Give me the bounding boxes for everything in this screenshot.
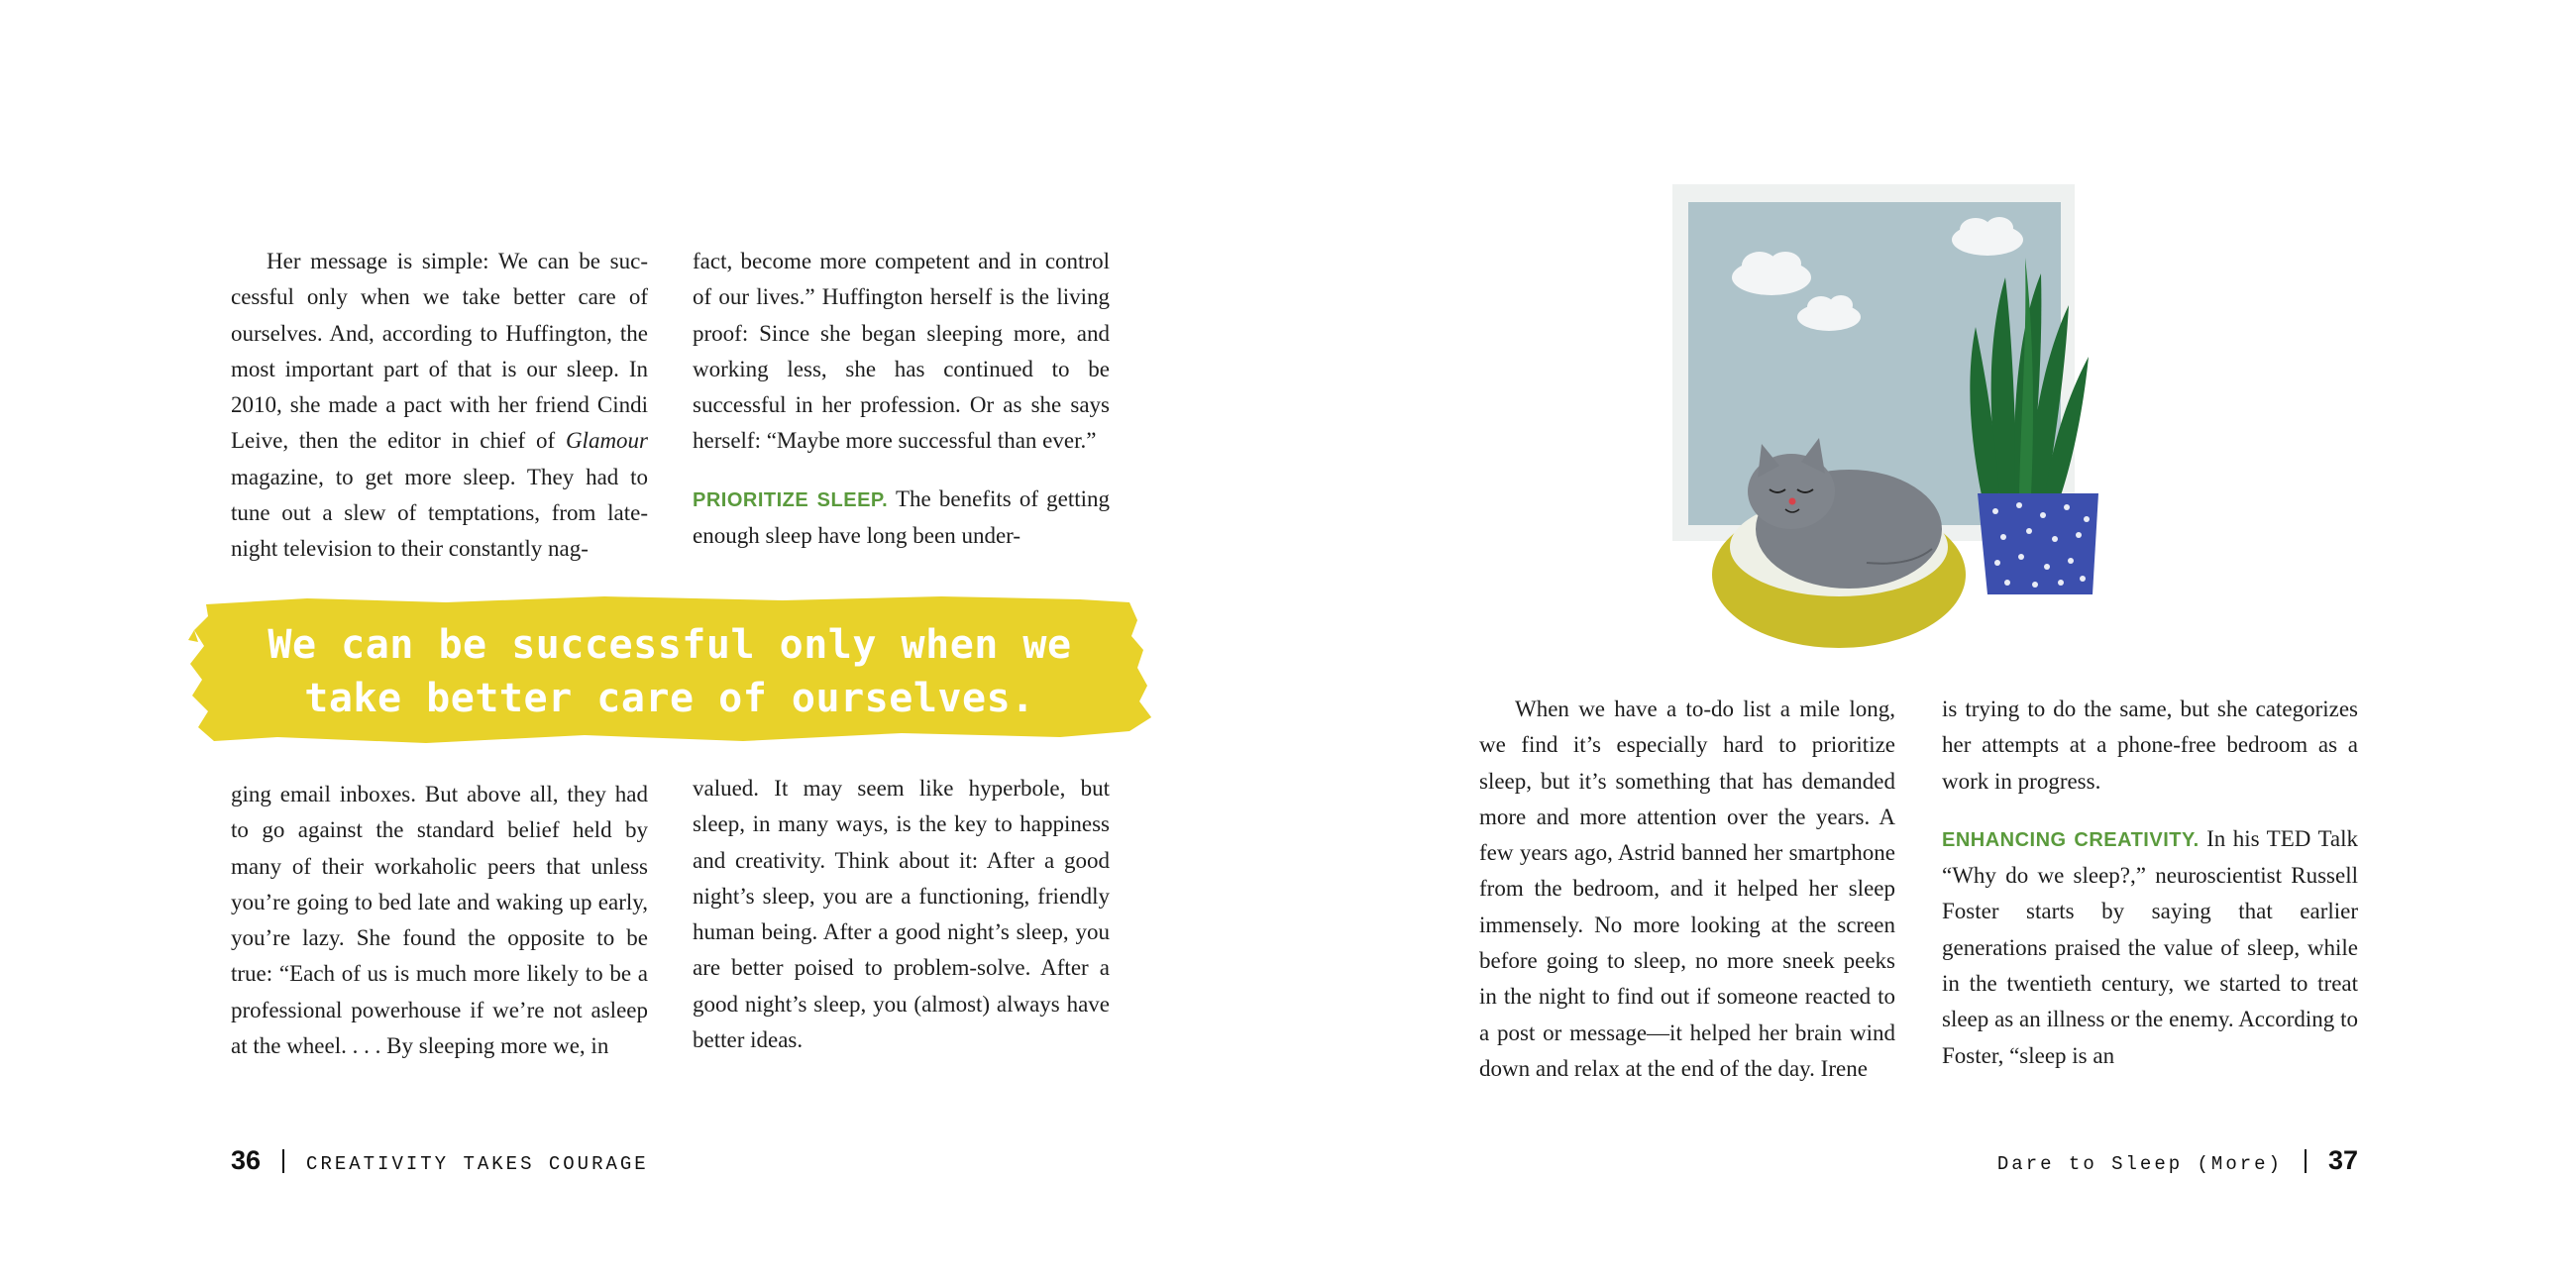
- page-number: 37: [2327, 1145, 2358, 1175]
- page-number: 36: [231, 1145, 262, 1175]
- paragraph: When we have a to-do list a mile long, we find it’s especially hard to prioritize sleep, but it’s something that has demanded more and more attention over the years. A few years ago, Astrid banned her smartphone from the bedroom, and it helped her sleep immensely. No more looking at the screen before going to sleep, no more sneek peeks in the night to find out if someone reacted to a post or message—it helped her brain wind down and relax at the end of the day. Irene: [1479, 697, 1895, 1081]
- footer-divider: [2305, 1149, 2307, 1173]
- paragraph: ENHANCING CREATIVITY. In his TED Talk “Why do we sleep?,” neuroscientist Russell Foster starts by saying that earlier generations praised the value of sleep, while in the twentieth century, we started to treat sleep as an illness or the enemy. According to Foster, “sleep is an: [1942, 825, 2359, 1068]
- paragraph: ging email inboxes. But above all, they had to go against the standard belief held by many of their workaholic peers that unless you’re going to bed late and waking up early, you’re lazy. She found the opposite to be true: “Each of us is much more likely to be a professional powerhouse if we’re not asleep at the wheel. . . . By sleeping more we, in: [231, 782, 648, 1059]
- section-lead-prioritize-sleep: PRIORITIZE SLEEP.: [693, 488, 889, 511]
- right-footer: [1997, 1145, 2358, 1176]
- right-column-1: [1479, 692, 1895, 1087]
- footer-divider: [282, 1149, 284, 1173]
- section-lead-enhancing-creativity: ENHANCING CREATIVITY.: [1942, 828, 2200, 851]
- left-footer: [231, 1145, 649, 1176]
- pull-quote-text: We can be successful only when we take better care of ourselves.: [268, 622, 1072, 721]
- cat-window-plant-illustration: [1672, 178, 2148, 674]
- right-page: [1288, 0, 2576, 1288]
- magazine-title: Glamour: [565, 428, 648, 454]
- running-title: Dare to Sleep (More): [1996, 1153, 2283, 1175]
- paragraph: Her message is simple: We can be suc- cessful only when we take better care of ourselves. And, according to Huffington, the most important part of that is our sleep. In 2010, she made a pact with her friend Cindi Leive, then the editor in chief of Glamour magazine, to get more sleep. They had to tune out a slew of temptations, from late-night television to their constantly nag-: [231, 249, 649, 562]
- right-column-2: [1942, 692, 2358, 1074]
- running-title: CREATIVITY TAKES COURAGE: [306, 1153, 649, 1175]
- left-column-4: [693, 771, 1110, 1058]
- left-column-2: [693, 244, 1110, 554]
- left-column-1: [231, 244, 648, 568]
- paragraph: is trying to do the same, but she categorizes her attempts at a phone-free bedroom as a work in progress.: [1942, 697, 2358, 794]
- left-column-3: [231, 777, 648, 1064]
- paragraph: PRIORITIZE SLEEP. The benefits of getting enough sleep have long been under-: [693, 485, 1110, 549]
- paragraph: fact, become more competent and in control of our lives.” Huffington herself is the living proof: Since she began sleeping more, and working less, she has continued to be successful in her profession. Or as she says herself: “Maybe more successful than ever.”: [693, 249, 1110, 454]
- paragraph: valued. It may seem like hyperbole, but sleep, in many ways, is the key to happiness and creativity. Think about it: After a good night’s sleep, you are a functioning, friendly human being. After a good night’s sleep, you are better poised to problem-solve. After a good night’s sleep, you (almost) always have better ideas.: [693, 776, 1110, 1053]
- pull-quote: [188, 590, 1151, 751]
